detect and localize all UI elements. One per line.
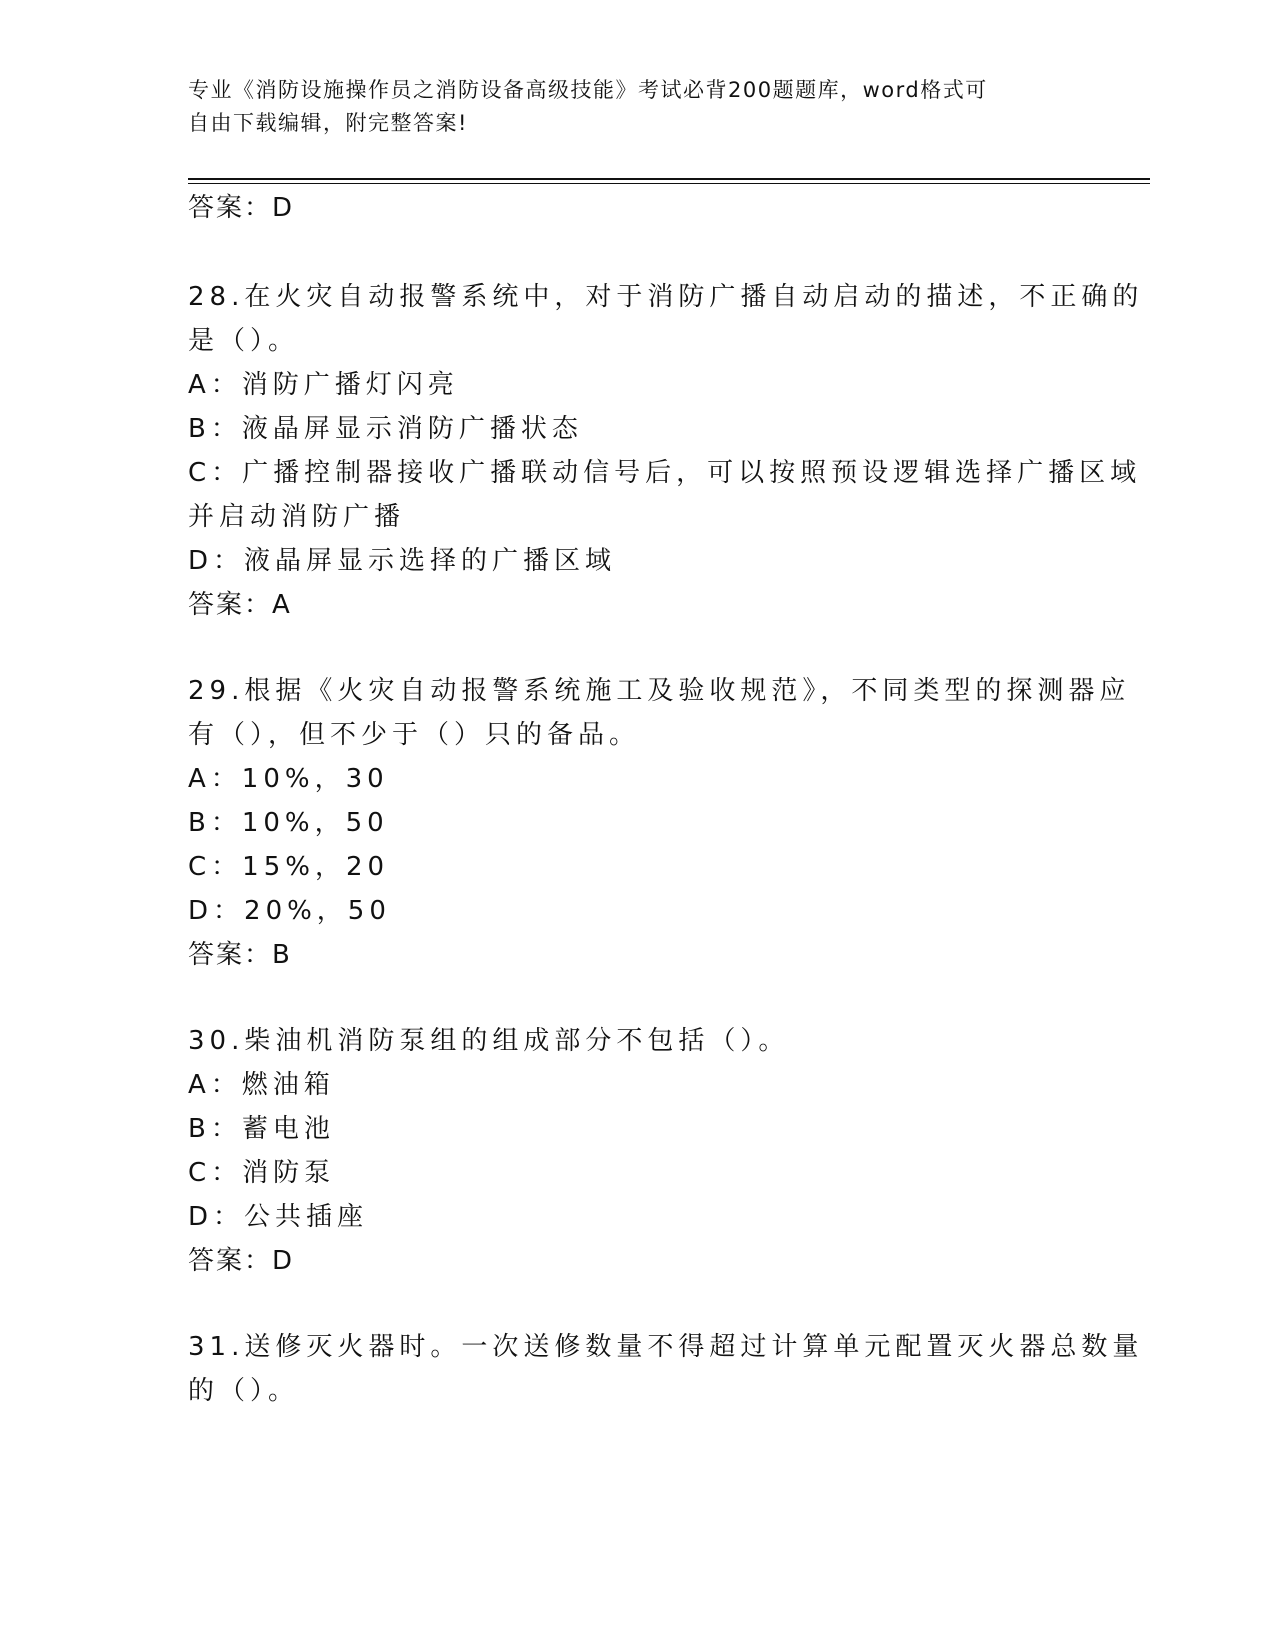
question-29-answer: 答案：B [188,940,292,970]
question-28-option-b: B：液晶屏显示消防广播状态 [188,414,583,444]
question-28-text: 28.在火灾自动报警系统中，对于消防广播自动启动的描述，不正确的 [188,282,1144,312]
question-30-answer: 答案：D [188,1246,295,1276]
question-28-answer: 答案：A [188,590,292,620]
question-29-option-c: C：15%，20 [188,852,390,882]
header-divider [188,178,1150,180]
header-line-2: 自由下载编辑，附完整答案! [188,111,468,135]
question-30-option-b: B：蓄电池 [188,1114,335,1144]
header-line-1: 专业《消防设施操作员之消防设备高级技能》考试必背200题题库，word格式可 [188,78,988,102]
question-29-text-cont: 有（），但不少于（）只的备品。 [188,720,641,750]
question-29-option-d: D：20%，50 [188,896,391,926]
question-29-option-b: B：10%，50 [188,808,389,838]
question-30-option-c: C：消防泵 [188,1158,336,1188]
question-28-option-c-cont: 并启动消防广播 [188,502,406,532]
question-28-option-c: C：广播控制器接收广播联动信号后，可以按照预设逻辑选择广播区域 [188,458,1142,488]
answer-previous: 答案：D [188,193,295,223]
question-29-text: 29.根据《火灾自动报警系统施工及验收规范》，不同类型的探测器应 [188,676,1131,706]
question-29-option-a: A：10%，30 [188,764,389,794]
question-28-option-a: A：消防广播灯闪亮 [188,370,459,400]
question-30-text: 30.柴油机消防泵组的组成部分不包括（）。 [188,1026,790,1056]
question-28-option-d: D：液晶屏显示选择的广播区域 [188,546,617,576]
header-divider-thin [188,183,1150,184]
question-31-text-cont: 的（）。 [188,1376,300,1406]
question-31-text: 31.送修灭火器时。一次送修数量不得超过计算单元配置灭火器总数量 [188,1332,1144,1362]
question-28-text-cont: 是（）。 [188,326,300,356]
question-30-option-d: D：公共插座 [188,1202,369,1232]
question-30-option-a: A：燃油箱 [188,1070,335,1100]
page-header [188,74,1088,140]
